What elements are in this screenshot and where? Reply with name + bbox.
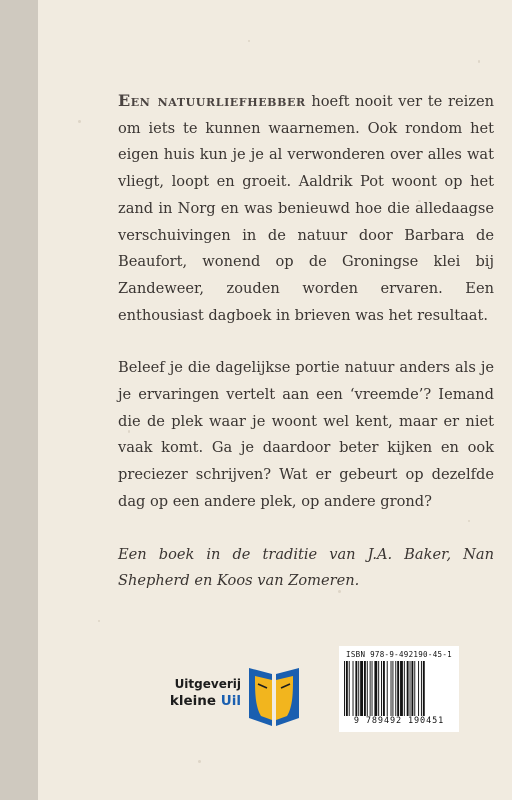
barcode-bar: [378, 661, 379, 716]
barcode-bar: [397, 661, 399, 716]
barcode-bar: [381, 661, 382, 716]
barcode-bars: [344, 661, 454, 716]
blurb-paragraph-2: Beleef je die dagelijkse portie natuur anders als je je ervaringen vertelt aan een ‘vreemde’? Iemand die de plek waar je woont wel kent, maar er niet vaak komt. Ga je daardoor beter kijken en ook preciezer schrijven? Wat er gebeurt op dezelfde dag op een andere plek, op andere grond?: [118, 359, 494, 510]
publisher-name: [155, 676, 241, 710]
barcode-bar: [404, 661, 405, 716]
barcode-bar: [370, 661, 371, 716]
publisher-line-2-a: kleine: [169, 693, 221, 709]
barcode-bar: [410, 661, 411, 716]
blurb-lead-words: Een natuurliefhebber: [118, 91, 306, 110]
barcode-bar: [395, 661, 396, 716]
barcode-bar: [391, 661, 392, 716]
barcode-bar: [411, 661, 413, 716]
barcode-bar: [349, 661, 350, 716]
isbn-label: ISBN 978-9-492190-45-1: [346, 650, 452, 659]
barcode-bar: [367, 661, 368, 716]
barcode-bar: [344, 661, 345, 716]
barcode-bar: [358, 661, 359, 716]
owl-book-icon: [245, 662, 303, 728]
spine-strip: [0, 0, 38, 800]
barcode-bar: [355, 661, 357, 716]
barcode-bar: [407, 661, 409, 716]
blurb-paragraph-1-body: hoeft nooit ver te reizen om iets te kunnen waarnemen. Ook rondom het eigen huis kun je je al verwonderen over alles wat vliegt, loopt en groeit. Aaldrik Pot woont op het zand in Norg en was benieuwd hoe die alledaagse verschuivingen in de natuur door Barbara de Beaufort, wonend op de Groningse klei bij Zandeweer, zouden worden ervaren. Een enthousiast dagboek in brieven was het resultaat.: [118, 93, 494, 324]
barcode-digits: 9 789492 190451: [353, 716, 445, 726]
barcode-bar: [387, 661, 388, 716]
blurb-paragraph-1: [118, 88, 494, 329]
barcode-bar: [418, 661, 419, 716]
publisher-line-2: [155, 692, 241, 710]
barcode-bar: [374, 661, 377, 716]
barcode-bar: [414, 661, 415, 716]
barcode-bar: [400, 661, 403, 716]
barcode-bar: [421, 661, 422, 716]
publisher-line-2-b: Uil: [220, 693, 241, 709]
barcode-bar: [364, 661, 366, 716]
publisher-logo: [155, 662, 305, 727]
barcode-bar: [383, 661, 385, 716]
publisher-line-1: Uitgeverij: [174, 677, 241, 691]
barcode-bar: [372, 661, 373, 716]
barcode-bar: [392, 661, 393, 716]
blurb-text: [118, 88, 494, 595]
isbn-barcode: [339, 646, 459, 732]
barcode-bar: [353, 661, 354, 716]
blurb-paragraph-3: Een boek in de traditie van J.A. Baker, Nan Shepherd en Koos van Zomeren.: [118, 545, 494, 590]
barcode-bar: [423, 661, 425, 716]
barcode-bar: [346, 661, 348, 716]
barcode-bar: [360, 661, 363, 716]
